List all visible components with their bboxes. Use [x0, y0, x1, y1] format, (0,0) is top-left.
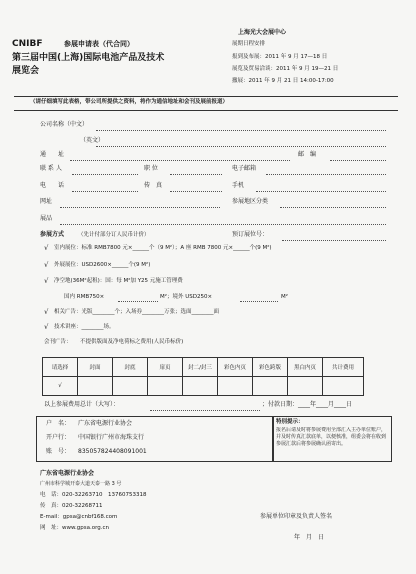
signature-date: 年 月 日 [294, 534, 325, 541]
ad-col-inside-cover: 封二/封三 [183, 358, 218, 377]
option-row4a: 国内 RMB750× [64, 294, 105, 300]
website-input[interactable] [60, 207, 220, 208]
title-input[interactable] [170, 174, 222, 175]
payment-date: ；付款日期：____年____月____日 [262, 401, 353, 408]
catalog-note: 不提供版面及净电荷标之费用(人民币标价) [80, 339, 184, 345]
option-row2: 外展展位：USD2600×______个(9 M²) [54, 262, 151, 268]
schedule-1: 报到及布展：2011 年 9 月 17—18 日 [232, 54, 328, 60]
bank-label: 开户行： [46, 434, 71, 441]
ad-col-color-inner: 彩色内页 [218, 358, 253, 377]
total-label: 以上参展费用总计（大写）： [44, 401, 120, 408]
option-row3: 净空地(36M²起租)：国：每 M²加 Y25 元施工管理费 [54, 278, 183, 284]
ad-table [42, 357, 364, 396]
option-row6: 技术讲座：________场。 [54, 324, 115, 330]
ad-select-check[interactable]: √ [43, 377, 78, 396]
account-number: 835057824408091001 [78, 448, 147, 455]
ad-table-header-row [43, 358, 364, 377]
region-input[interactable] [280, 207, 386, 208]
mobile-input[interactable] [256, 191, 386, 192]
ad-cell[interactable] [323, 377, 364, 396]
products-input[interactable] [60, 224, 386, 225]
check-row6[interactable]: √ [44, 323, 49, 331]
organizer-fax: 传 真：020-32268711 [40, 503, 103, 509]
schedule-3: 撤展：2011 年 9 月 21 日 14:00-17:00 [232, 78, 334, 84]
option-row1: 室内展位：标准 RMB7800 元×______个（9 M²）；A 座 RMB 7800 元×______个(9 M²) [54, 245, 272, 251]
ad-cell[interactable] [288, 377, 323, 396]
address-label: 通 址 [40, 151, 65, 158]
ad-col-title-page: 扉页 [148, 358, 183, 377]
postcode-label: 邮 编 [298, 151, 317, 158]
method-note: （先计付部分订人民币计价） [78, 232, 150, 238]
organizer-name: 广东省电源行业协会 [40, 470, 95, 477]
ad-cell[interactable] [253, 377, 288, 396]
ad-cell[interactable] [78, 377, 113, 396]
products-label: 展品 [40, 215, 53, 222]
total-input[interactable] [150, 410, 260, 411]
company-en-label: （英文） [80, 137, 105, 144]
ad-col-back: 封底 [113, 358, 148, 377]
website-label: 网址 [40, 198, 53, 205]
address-input[interactable] [70, 160, 290, 161]
ad-col-total: 共计费用 [323, 358, 364, 377]
organizer-address: 广州市科学城开泰大道天泰一路 3 号 [40, 481, 122, 487]
ad-cell[interactable] [218, 377, 253, 396]
title-line2: 展览会 [12, 66, 40, 76]
email-input[interactable] [266, 174, 386, 175]
ad-col-color-spread: 彩色跨版 [253, 358, 288, 377]
bank-box [36, 416, 274, 462]
email-label: 电子邮箱 [232, 165, 257, 172]
notes-text: 报名后请及时将参展费用全部汇入主办单位账户，并及时传真汇款底单，以便核准，组委会将在收到参展汇款后将参展确认函寄出。 [276, 427, 387, 447]
signature-label: 参展单位印章及负责人签名 [260, 513, 333, 520]
option-row4c: M² [281, 294, 288, 300]
notice: （请仔细填写此表格，带公司所提供之资料，将作为通信地址和会刊及展前报道） [30, 99, 229, 105]
fax-input[interactable] [170, 191, 222, 192]
company-cn-label: 公司名称（中文） [40, 121, 89, 128]
schedule-label: 展期日程安排 [232, 41, 266, 47]
booth-label: 预订展位号： [232, 231, 269, 238]
option-row4b: M²；境外 USD250× [160, 294, 213, 300]
account-label: 账 号： [46, 448, 71, 455]
organizer-web[interactable]: 网 址：www.gpsa.org.cn [40, 525, 109, 531]
venue: 上海光大会展中心 [238, 29, 287, 36]
ad-col-bw-inner: 黑白内页 [288, 358, 323, 377]
phone-label: 电 话 [40, 182, 65, 189]
bank-name: 中国银行广州市海珠支行 [78, 434, 145, 441]
contact-input[interactable] [72, 174, 138, 175]
ad-col-select: 请选择 [43, 358, 78, 377]
title-line1: 第三届中国(上海)国际电池产品及技术 [12, 53, 165, 63]
ad-col-cover: 封面 [78, 358, 113, 377]
account-name-label: 户 名： [46, 420, 71, 427]
check-row2[interactable]: √ [44, 261, 49, 269]
catalog-label: 会刊广告： [44, 339, 72, 345]
ad-cell[interactable] [183, 377, 218, 396]
account-name: 广东省电源行业协会 [78, 420, 133, 427]
check-row5[interactable]: √ [44, 308, 49, 316]
form-type: 参展申请表（代合同） [64, 40, 134, 48]
area-overseas-input[interactable] [240, 301, 278, 302]
ad-cell[interactable] [148, 377, 183, 396]
ad-table-row[interactable] [43, 377, 364, 396]
organizer-phone: 电 话：020-32263710 13760753318 [40, 492, 147, 498]
notes-label: 特别提示： [276, 419, 304, 425]
ad-cell[interactable] [113, 377, 148, 396]
company-cn-input[interactable] [96, 130, 386, 131]
postcode-input[interactable] [330, 160, 386, 161]
contact-label: 联 系 人 [40, 165, 62, 172]
phone-input[interactable] [72, 191, 138, 192]
organizer-email[interactable]: E-mail：gpsa@cnbf168.com [40, 514, 118, 520]
check-row3[interactable]: √ [44, 277, 49, 285]
option-row5: 相关广告：光版________个；入场券________万张；选面________面 [54, 309, 220, 315]
booth-input[interactable] [282, 240, 386, 241]
brand: CNIBF [12, 39, 43, 49]
region-label: 参展地区分类 [232, 198, 269, 205]
company-en-input[interactable] [96, 146, 386, 147]
method-label: 参展方式 [40, 231, 65, 238]
area-domestic-input[interactable] [118, 301, 158, 302]
title-label: 职 位 [144, 165, 158, 172]
mobile-label: 手机 [232, 182, 245, 189]
fax-label: 传 真 [144, 182, 163, 189]
schedule-2: 展览及贸易洽谈：2011 年 9 月 19—21 日 [232, 66, 339, 72]
check-row1[interactable]: √ [44, 244, 49, 252]
